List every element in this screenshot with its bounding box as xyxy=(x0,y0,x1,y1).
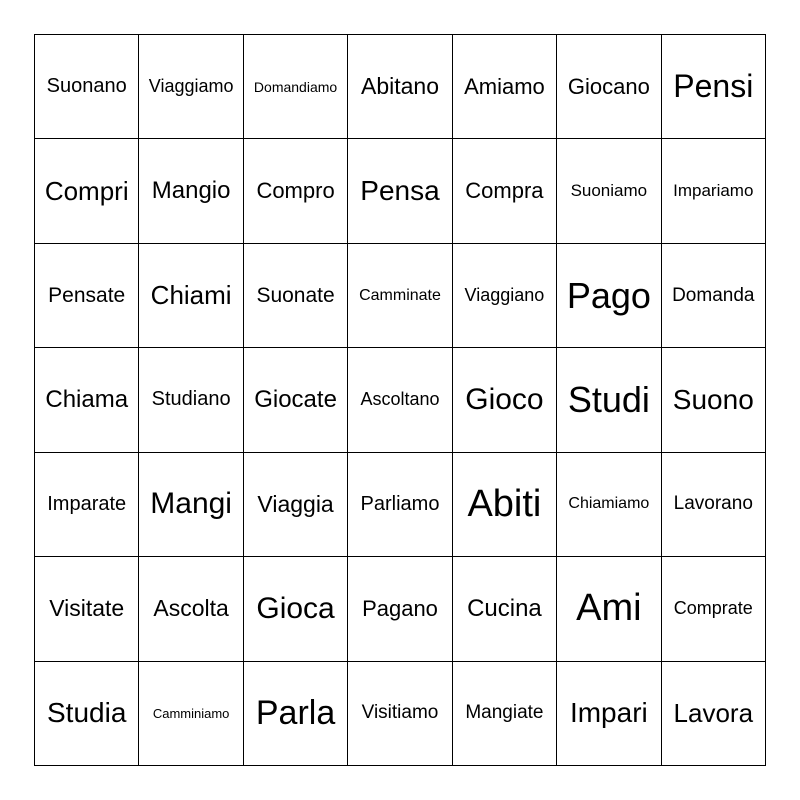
bingo-cell[interactable]: Viaggiamo xyxy=(139,35,243,139)
bingo-cell[interactable]: Impariamo xyxy=(662,139,766,243)
bingo-cell[interactable]: Compri xyxy=(35,139,139,243)
bingo-cell[interactable]: Lavorano xyxy=(662,453,766,557)
bingo-cell[interactable]: Chiami xyxy=(139,244,243,348)
bingo-cell[interactable]: Mangio xyxy=(139,139,243,243)
bingo-cell[interactable]: Gioco xyxy=(453,348,557,452)
bingo-cell[interactable]: Visitiamo xyxy=(348,662,452,766)
bingo-cell[interactable]: Suonano xyxy=(35,35,139,139)
bingo-cell[interactable]: Camminiamo xyxy=(139,662,243,766)
bingo-cell[interactable]: Lavora xyxy=(662,662,766,766)
bingo-cell[interactable]: Viaggiano xyxy=(453,244,557,348)
bingo-cell[interactable]: Domanda xyxy=(662,244,766,348)
bingo-cell[interactable]: Domandiamo xyxy=(244,35,348,139)
bingo-cell[interactable]: Pensi xyxy=(662,35,766,139)
bingo-cell[interactable]: Abitano xyxy=(348,35,452,139)
bingo-cell[interactable]: Visitate xyxy=(35,557,139,661)
bingo-cell[interactable]: Gioca xyxy=(244,557,348,661)
bingo-cell[interactable]: Chiama xyxy=(35,348,139,452)
bingo-cell[interactable]: Amiamo xyxy=(453,35,557,139)
bingo-cell[interactable]: Compra xyxy=(453,139,557,243)
bingo-cell[interactable]: Camminate xyxy=(348,244,452,348)
bingo-cell[interactable]: Comprate xyxy=(662,557,766,661)
bingo-cell[interactable]: Suono xyxy=(662,348,766,452)
bingo-cell[interactable]: Compro xyxy=(244,139,348,243)
bingo-cell[interactable]: Mangiate xyxy=(453,662,557,766)
bingo-cell[interactable]: Chiamiamo xyxy=(557,453,661,557)
bingo-cell[interactable]: Suonate xyxy=(244,244,348,348)
bingo-cell[interactable]: Pensa xyxy=(348,139,452,243)
bingo-board xyxy=(34,34,766,766)
bingo-cell[interactable]: Ami xyxy=(557,557,661,661)
bingo-cell[interactable]: Studiano xyxy=(139,348,243,452)
bingo-cell[interactable]: Giocate xyxy=(244,348,348,452)
bingo-cell[interactable]: Pagano xyxy=(348,557,452,661)
bingo-cell[interactable]: Pago xyxy=(557,244,661,348)
bingo-cell[interactable]: Parliamo xyxy=(348,453,452,557)
bingo-cell[interactable]: Studi xyxy=(557,348,661,452)
bingo-cell[interactable]: Giocano xyxy=(557,35,661,139)
bingo-cell[interactable]: Parla xyxy=(244,662,348,766)
bingo-cell[interactable]: Studia xyxy=(35,662,139,766)
bingo-cell[interactable]: Viaggia xyxy=(244,453,348,557)
bingo-cell[interactable]: Impari xyxy=(557,662,661,766)
bingo-cell[interactable]: Suoniamo xyxy=(557,139,661,243)
bingo-cell[interactable]: Imparate xyxy=(35,453,139,557)
bingo-cell[interactable]: Ascoltano xyxy=(348,348,452,452)
bingo-cell[interactable]: Ascolta xyxy=(139,557,243,661)
bingo-cell[interactable]: Mangi xyxy=(139,453,243,557)
bingo-cell[interactable]: Cucina xyxy=(453,557,557,661)
bingo-cell[interactable]: Abiti xyxy=(453,453,557,557)
bingo-cell[interactable]: Pensate xyxy=(35,244,139,348)
